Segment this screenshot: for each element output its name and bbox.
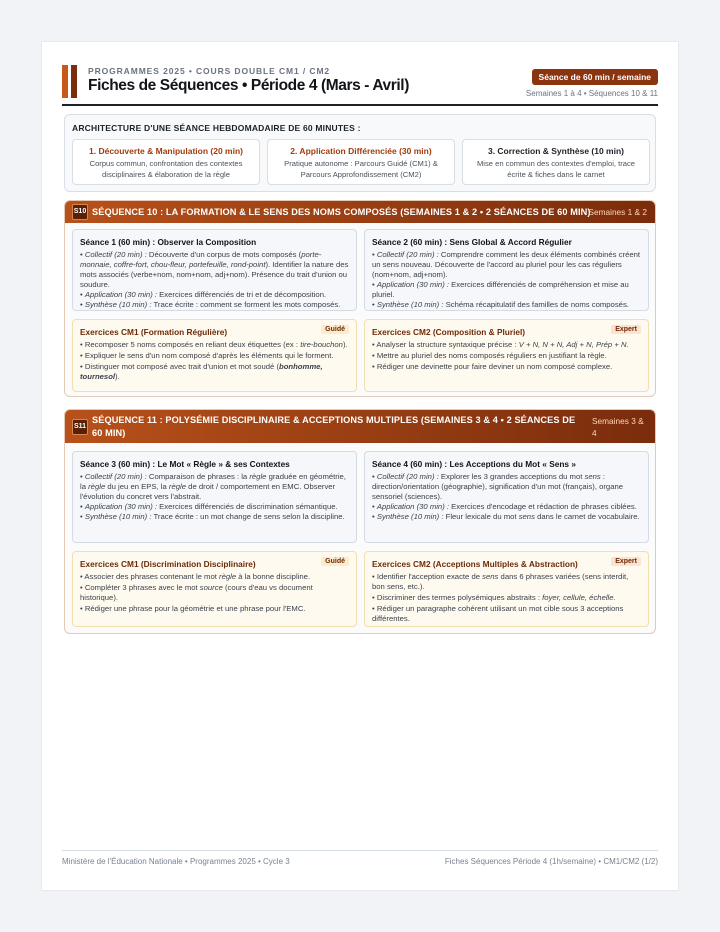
level-tag-expert: Expert [611, 325, 641, 334]
session-3-card [72, 451, 357, 543]
phase-card-application [267, 139, 455, 185]
cm2-exercises-card [364, 551, 649, 627]
exercise-title: Exercices CM2 (Acceptions Multiples & Abstraction) [372, 559, 578, 569]
session-title: Séance 2 (60 min) : Sens Global & Accord Régulier [372, 237, 572, 247]
session-title: Séance 1 (60 min) : Observer la Composition [80, 237, 257, 247]
session-line-collective: • Collectif (20 min) : Comparaison de phrases : la règle graduée en géométrie, la règle du jeu en EPS, la règle de droit / comportement en EMC. Observer l'évolution du concret vers l'abstrait. [80, 472, 346, 501]
session-line-synthesis: • Synthèse (10 min) : Fleur lexicale du mot sens dans le carnet de vocabulaire. [372, 512, 640, 521]
header-kicker: PROGRAMMES 2025 • COURS DOUBLE CM1 / CM2 [88, 66, 331, 76]
phase-title: 2. Application Différenciée (30 min) [290, 146, 432, 156]
header-subtitle: Semaines 1 à 4 • Séquences 10 & 11 [525, 89, 658, 98]
session-line-application: • Application (30 min) : Exercices différenciés de tri et de décomposition. [80, 290, 327, 299]
document-page [42, 42, 678, 890]
sequence-number-badge: S10 [72, 204, 88, 220]
session-line-synthesis: • Synthèse (10 min) : Schéma récapitulatif des familles de noms composés. [372, 300, 629, 309]
session-line-application: • Application (30 min) : Exercices différenciés de compréhension et mise au pluriel. [372, 280, 629, 299]
cm1-exercises-card [72, 551, 357, 627]
exercise-item: • Associer des phrases contenant le mot règle à la bonne discipline. [80, 572, 311, 581]
page-title: Fiches de Séquences • Période 4 (Mars - Avril) [88, 77, 409, 94]
phase-title: 1. Découverte & Manipulation (20 min) [89, 146, 243, 156]
level-tag-guide: Guidé [321, 325, 349, 334]
session-line-application: • Application (30 min) : Exercices différenciés de discrimination sémantique. [80, 502, 338, 511]
sequence-10-title: SÉQUENCE 10 : LA FORMATION & LE SENS DES NOMS COMPOSÉS (SEMAINES 1 & 2 • 2 SÉANCES DE 60 MIN) [92, 207, 591, 217]
exercise-title: Exercices CM1 (Formation Régulière) [80, 327, 228, 337]
exercise-item: • Expliquer le sens d'un nom composé d'après les éléments qui le forment. [80, 351, 334, 360]
session-badge: Séance de 60 min / semaine [532, 69, 658, 85]
sequence-number-badge: S11 [72, 419, 88, 435]
sequence-11-title: SÉQUENCE 11 : POLYSÉMIE DISCIPLINAIRE & ACCEPTIONS MULTIPLES (SEMAINES 3 & 4 • 2 SÉANCES DE 60 MIN) [92, 415, 576, 438]
exercise-item: • Discriminer des termes polysémiques abstraits : foyer, cellule, échelle. [372, 593, 616, 602]
sequence-11-header [65, 410, 655, 443]
exercise-item: • Rédiger un paragraphe cohérent utilisant un mot cible sous 3 acceptions différentes. [372, 604, 624, 623]
exercise-item: • Rédiger une phrase pour la géométrie et une phrase pour l'EMC. [80, 604, 306, 613]
phase-card-synthesis [462, 139, 650, 185]
phase-title: 3. Correction & Synthèse (10 min) [487, 146, 625, 156]
level-tag-expert: Expert [611, 557, 641, 566]
footer-right: Fiches Séquences Période 4 (1h/semaine) • CM1/CM2 (1/2) [444, 857, 658, 866]
exercise-item: • Compléter 3 phrases avec le mot source (cours d'eau vs document historique). [80, 583, 313, 602]
session-4-card [364, 451, 649, 543]
exercise-title: Exercices CM1 (Discrimination Disciplinaire) [80, 559, 256, 569]
phase-desc: Pratique autonome : Parcours Guidé (CM1) & Parcours Approfondissement (CM2) [284, 159, 438, 179]
header-divider [62, 104, 658, 106]
accent-bar-dark [71, 65, 77, 98]
exercise-item: • Distinguer mot composé avec trait d'union et mot soudé (bonhomme, tournesol). [80, 362, 323, 381]
exercise-item: • Mettre au pluriel des noms composés réguliers en justifiant la règle. [372, 351, 607, 360]
exercise-item: • Rédiger une devinette pour faire deviner un nom composé complexe. [372, 362, 613, 371]
exercise-item: • Identifier l'acception exacte de sens dans 6 phrases variées (sens interdit, bon sens, etc.). [372, 572, 629, 591]
session-line-synthesis: • Synthèse (10 min) : Trace écrite : comment se forment les mots composés. [80, 300, 341, 309]
accent-bar [62, 65, 68, 98]
footer-left: Ministère de l'Éducation Nationale • Programmes 2025 • Cycle 3 [62, 857, 290, 866]
architecture-panel [64, 114, 656, 192]
level-tag-guide: Guidé [321, 557, 349, 566]
page-header [62, 64, 658, 108]
sequence-11-block [64, 409, 656, 634]
architecture-title: ARCHITECTURE D'UNE SÉANCE HEBDOMADAIRE DE 60 MINUTES : [72, 123, 361, 133]
exercise-item: • Analyser la structure syntaxique précise : V + N, N + N, Adj + N, Prép + N. [372, 340, 629, 349]
phase-card-discovery [72, 139, 260, 185]
phase-desc: Corpus commun, confrontation des contextes disciplinaires & élaboration de la règle [89, 159, 243, 179]
session-line-collective: • Collectif (20 min) : Comprendre comment les deux éléments combinés créent un sens nouveau. Découverte de l'accord au pluriel pour les cas réguliers (nom+nom, adj+nom). [372, 250, 641, 279]
session-2-card [364, 229, 649, 311]
session-line-synthesis: • Synthèse (10 min) : Trace écrite : un mot change de sens selon la discipline. [80, 512, 345, 521]
session-1-card [72, 229, 357, 311]
session-line-application: • Application (30 min) : Exercices d'encodage et rédaction de phrases ciblées. [372, 502, 637, 511]
exercise-item: • Recomposer 5 noms composés en reliant deux étiquettes (ex : tire-bouchon). [80, 340, 348, 349]
sequence-10-header [65, 201, 655, 223]
footer-divider [62, 850, 658, 851]
exercise-title: Exercices CM2 (Composition & Pluriel) [372, 327, 526, 337]
cm1-exercises-card [72, 319, 357, 392]
session-title: Séance 4 (60 min) : Les Acceptions du Mot « Sens » [372, 459, 576, 469]
sequence-11-weeks: Semaines 3 & 4 [592, 416, 644, 438]
phase-desc: Mise en commun des contextes d'emploi, trace écrite & fiches dans le carnet [476, 159, 636, 179]
session-line-collective: • Collectif (20 min) : Explorer les 3 grandes acceptions du mot sens : direction/orientation (géographie), signification d'un mot (français), organe sensoriel (sciences). [372, 472, 624, 501]
sequence-10-block [64, 200, 656, 397]
session-line-collective: • Collectif (20 min) : Découverte d'un corpus de mots composés (porte-monnaie, coffre-fort, chou-fleur, portefeuille, rond-point). Identifier la nature des mots associés (verbe+nom, nom+nom, adj+nom). Présence du trait d'union ou soudure. [80, 250, 349, 289]
session-title: Séance 3 (60 min) : Le Mot « Règle » & ses Contextes [80, 459, 290, 469]
sequence-10-weeks: Semaines 1 & 2 [588, 207, 647, 217]
cm2-exercises-card [364, 319, 649, 392]
